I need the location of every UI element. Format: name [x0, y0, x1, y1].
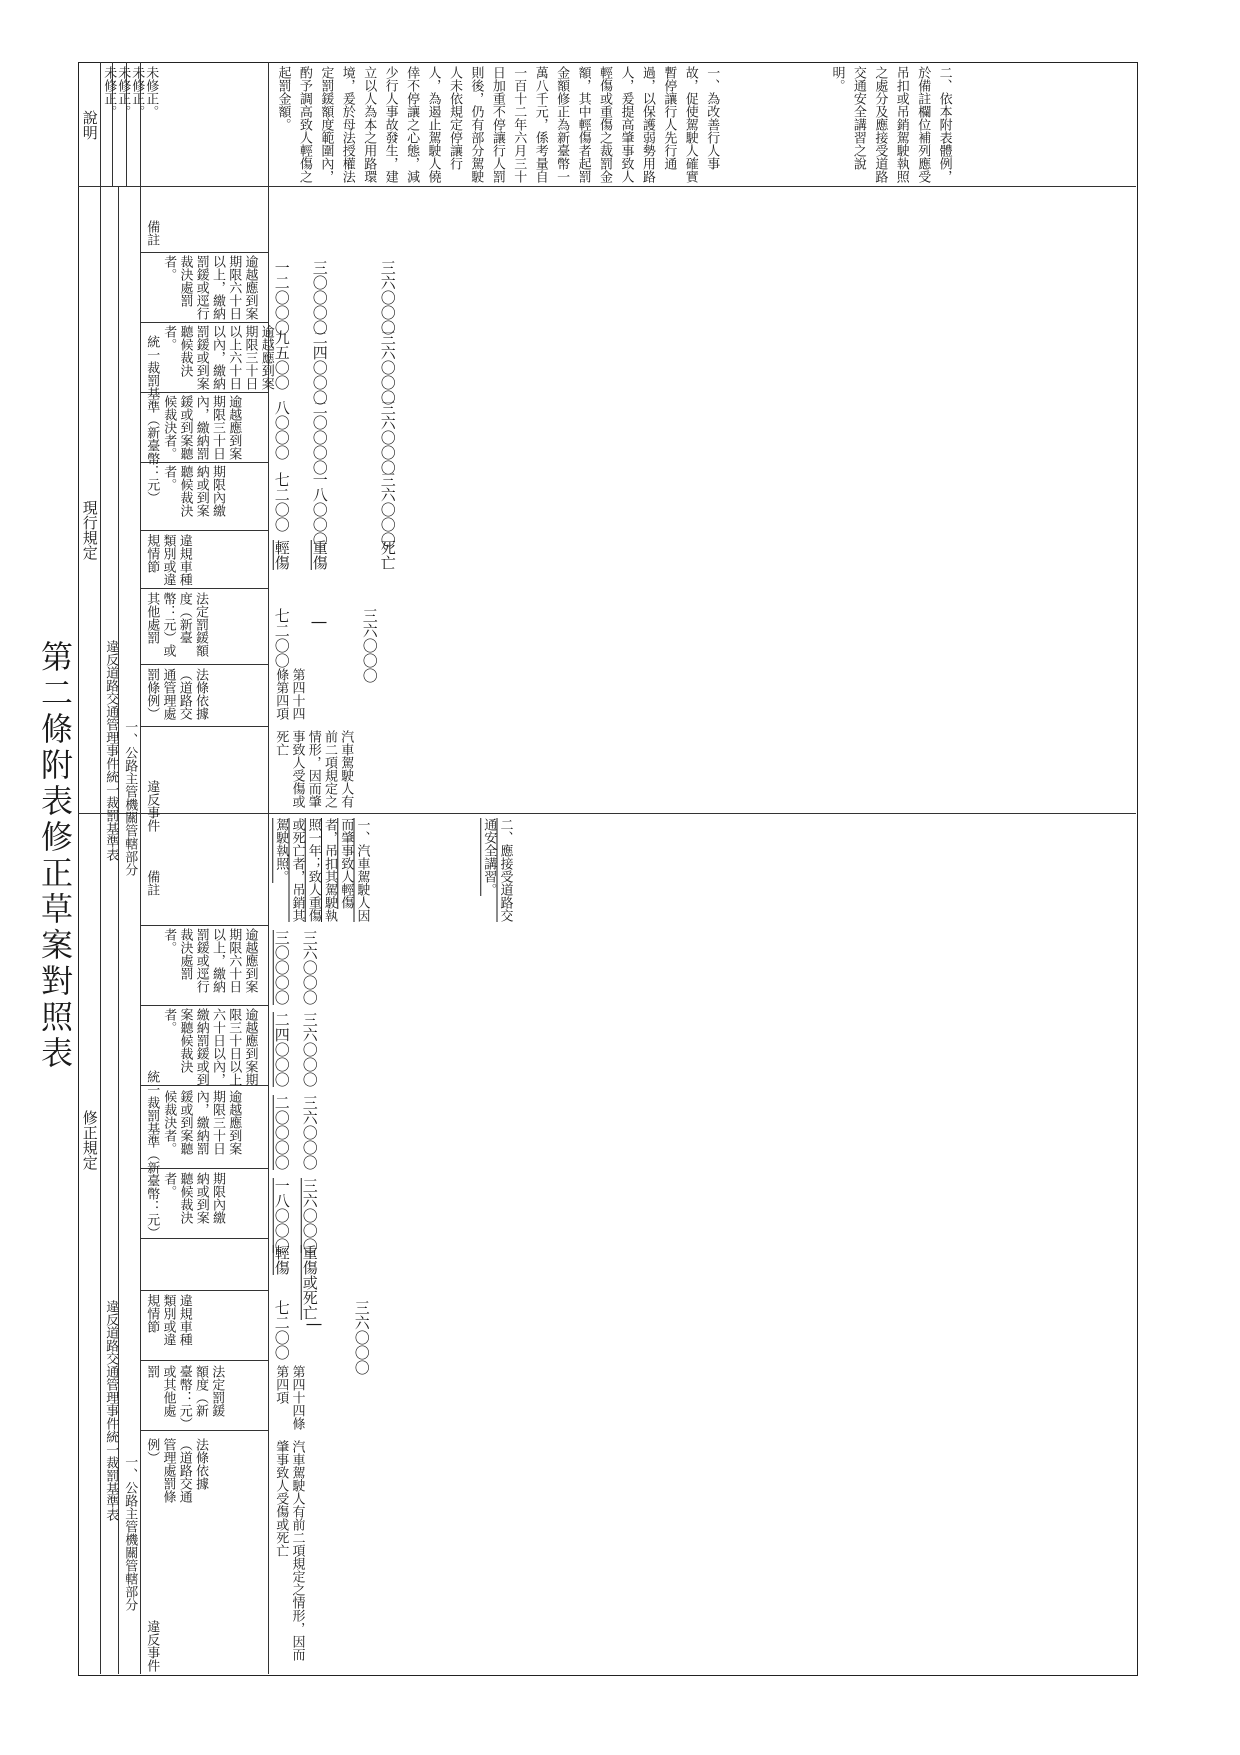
current-head-t1: 期限內繳納或到案聽候裁決者。: [161, 465, 225, 517]
current-fine-death-t4: 三六〇〇〇: [378, 260, 397, 335]
page-title: 第二條附表修正草案對照表: [36, 640, 74, 1072]
current-statutory-max: 三六〇〇〇: [360, 608, 379, 683]
revised-statutory-min: 七二〇〇: [272, 1300, 291, 1360]
current-statutory-sep: |: [310, 620, 329, 626]
explanation-unchanged-2: 未修正。: [115, 66, 131, 118]
revised-head-statutory-fine: 法定罰鍰額度（新臺幣：元）或其他處罰: [144, 1365, 225, 1424]
revised-table-caption: 違反道路交通管理事件統一裁罰基準表: [103, 1300, 119, 1521]
revised-head-unified-fine: 統一裁罰基準（新臺幣：元）: [144, 1070, 160, 1239]
current-head-statutory-fine: 法定罰鍰額度（新臺幣：元）或其他處罰: [144, 592, 208, 657]
revised-head-legal-basis: 法條依據（道路交通管理處罰條例）: [144, 1438, 208, 1503]
current-type-light: 輕傷: [272, 540, 291, 570]
current-head-t2: 逾越應到案期限三十日內，繳納罰鍰或到案聽候裁決者。: [161, 395, 242, 460]
revised-remark-1: 一、汽車駕駛人因而肇事致人輕傷者，吊扣其駕駛執照一年；致人重傷或死亡者，吊銷其駕駛執照。: [273, 818, 370, 922]
revised-fine-light-t2: 二〇〇〇〇: [272, 1095, 291, 1170]
explanation-unchanged-1: 未修正。: [101, 66, 117, 118]
current-head-legal-basis: 法條依據（道路交通管理處罰條例）: [144, 668, 208, 720]
revised-head-t2: 逾越應到案期限三十日內，繳納罰鍰或到案聽候裁決者。: [161, 1090, 242, 1155]
revised-legal-basis: 第四十四條第四項: [273, 1365, 305, 1430]
current-fine-serious-t1: 一八〇〇〇: [310, 472, 329, 547]
explanation-column-header: 說明: [80, 110, 99, 140]
revised-fine-light-t1: 一八〇〇〇: [272, 1178, 291, 1253]
current-type-death: 死亡: [378, 540, 397, 570]
explanation-point-1: 一、為改善行人事故，促使駕駛人確實暫停讓行人先行通過，以保護弱勢用路人，爰提高肇事致人輕傷或重傷之裁罰金額，其中輕傷者起罰金額修正為新臺幣一萬八千元，係考量自一百十二年六月三十日加重不停讓行人罰則後，仍有部分駕駛人未依規定停讓行人，為遏止駕駛人僥倖不停讓之心態，減少行人事故發生，建立以人為本之用路環境，爰於母法授權法定罰鍰額度範圍內，酌予調高致人輕傷之起罰金額。: [275, 66, 720, 183]
current-column-header: 現行規定: [80, 500, 99, 560]
current-fine-death-t2: 三六〇〇〇: [378, 400, 397, 475]
revised-fine-light-t4: 三〇〇〇〇: [272, 930, 291, 1005]
current-head-remarks: 備註: [144, 220, 160, 246]
revised-fine-serious-t2: 三六〇〇〇: [300, 1095, 319, 1170]
explanation-unchanged-3: 未修正。: [129, 66, 145, 118]
current-type-serious: 重傷: [310, 540, 329, 570]
current-fine-death-t3: 三六〇〇〇: [378, 330, 397, 405]
current-fine-light-t2: 八〇〇〇: [272, 400, 291, 460]
revised-column-header: 修正規定: [80, 1110, 99, 1170]
current-head-unified-fine: 統一裁罰基準（新臺幣：元）: [144, 335, 160, 504]
revised-remark-2: 二、應接受道路交通安全講習。: [481, 818, 513, 922]
revised-section-title: 一、公路主管機關管轄部分: [122, 1455, 138, 1611]
current-head-t3: 逾越應到案期限三十日以上六十日以內，繳納罰鍰或到案聽候裁決者。: [161, 325, 274, 390]
current-fine-light-t3: 九五〇〇: [272, 330, 291, 390]
explanation-unchanged-4: 未修正。: [143, 66, 159, 118]
revised-head-t1: 期限內繳納或到案聽候裁決者。: [161, 1172, 225, 1224]
current-head-violation: 違反事件: [144, 780, 160, 832]
current-fine-light-t4: 一二〇〇〇: [272, 260, 291, 335]
revised-fine-serious-t3: 三六〇〇〇: [300, 1012, 319, 1087]
revised-head-t3: 逾越應到案期限三十日以上六十日以內，繳納罰鍰或到案聽候裁決者。: [161, 1008, 258, 1086]
revised-type-serious: 重傷或死亡: [300, 1245, 319, 1320]
current-statutory-min: 七二〇〇: [272, 608, 291, 668]
revised-type-light-injury: 輕傷: [272, 1245, 291, 1275]
current-fine-death-t1: 三六〇〇〇: [378, 472, 397, 547]
current-section-title: 一、公路主管機關管轄部分: [122, 720, 138, 876]
revised-statutory-sep: |: [305, 1322, 324, 1328]
revised-fine-serious-t1: 三六〇〇〇: [300, 1178, 319, 1253]
revised-fine-light-t3: 二四〇〇〇: [272, 1012, 291, 1087]
explanation-point-2: 二、依本附表體例，於備註欄位補列應受吊扣或吊銷駕駛執照之處分及應接受道路交通安全講習之說明。: [829, 66, 952, 183]
revised-fine-serious-t4: 三六〇〇〇: [300, 930, 319, 1005]
revised-violation: 汽車駕駛人有前二項規定之情形，因而肇事致人受傷或死亡: [273, 1440, 305, 1661]
current-head-vehicle-type: 違規車種類別或違規情節: [144, 534, 192, 586]
current-legal-basis: 第四十四條第四項: [273, 668, 305, 720]
current-violation: 汽車駕駛人有前二項規定之情形，因而肇事致人受傷或死亡: [273, 730, 354, 808]
current-fine-serious-t3: 二四〇〇〇: [310, 330, 329, 405]
revised-head-remarks: 備註: [144, 870, 160, 896]
revised-head-t4: 逾越應到案期限六十日以上，繳納罰鍰或逕行裁決處罰者。: [161, 928, 258, 993]
revised-statutory-max: 三六〇〇〇: [352, 1300, 371, 1375]
current-table-caption: 違反道路交通管理事件統一裁罰基準表: [103, 640, 119, 861]
current-head-t4: 逾越應到案期限六十日以上，繳納罰鍰或逕行裁決處罰者。: [161, 255, 258, 320]
current-fine-serious-t4: 三〇〇〇〇: [310, 260, 329, 335]
revised-head-violation: 違反事件: [144, 1620, 160, 1672]
current-fine-light-t1: 七二〇〇: [272, 472, 291, 532]
revised-head-vehicle-type: 違規車種類別或違規情節: [144, 1294, 192, 1346]
current-fine-serious-t2: 二〇〇〇〇: [310, 400, 329, 475]
